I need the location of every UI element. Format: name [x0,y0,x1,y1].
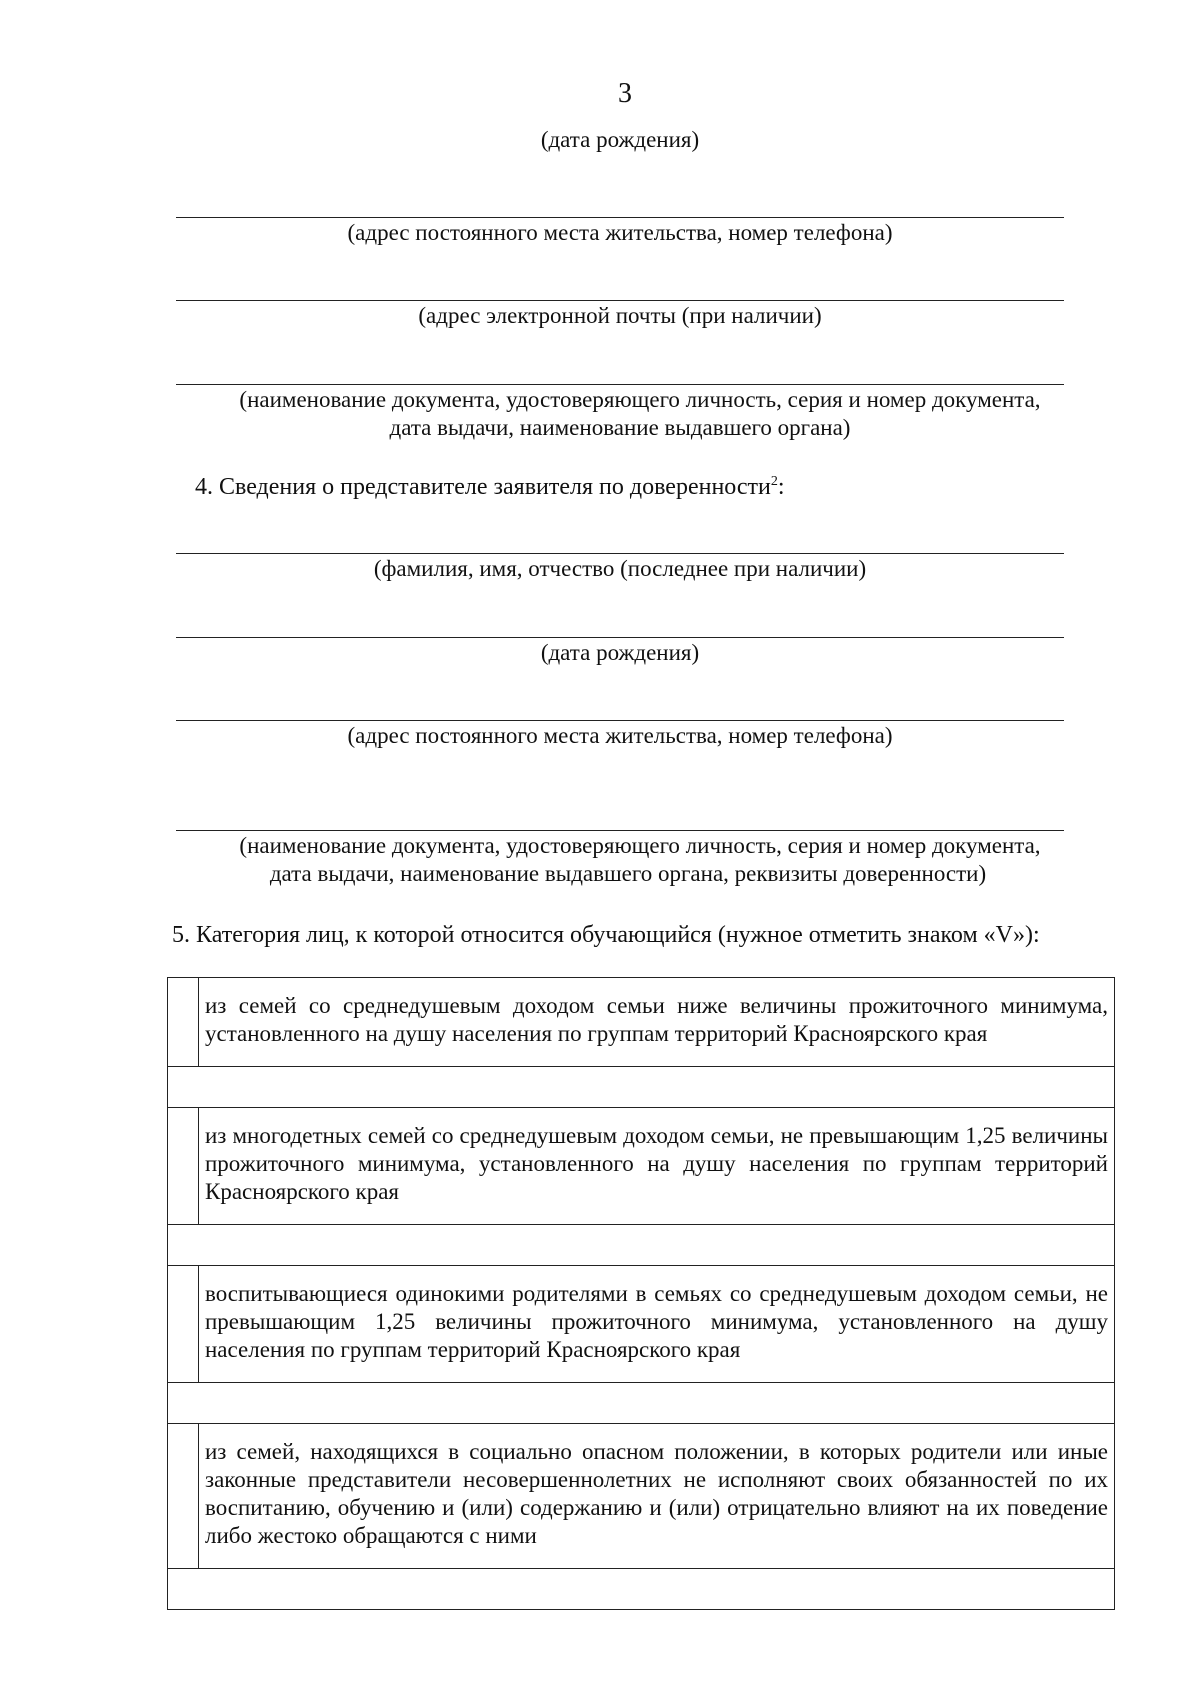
section-5-heading: 5. Категория лиц, к которой относится обучающийся (нужное отметить знаком «V»): [172,922,1040,948]
blank-cell [168,1225,1115,1266]
category-checkbox-4[interactable] [168,1424,199,1569]
category-row [168,978,1115,1067]
category-text-1: из семей со среднедушевым доходом семьи ниже величины прожиточного минимума, установленного на душу населения по группам территорий Красноярского края [199,978,1115,1067]
category-row [168,1424,1115,1569]
input-line[interactable] [176,830,1064,831]
blank-row [168,1067,1115,1108]
input-line[interactable] [176,553,1064,554]
applicant-email-field[interactable] [176,300,1064,330]
category-text-4: из семей, находящихся в социально опасном положении, в которых родители или иные законные представители несовершеннолетних не исполняют своих обязанностей по их воспитанию, обучению и (или) содержанию и (или) отрицательно влияют на их поведение либо жестоко обращаются с ними [199,1424,1115,1569]
category-row [168,1108,1115,1225]
applicant-document-field[interactable] [176,384,1064,442]
input-line[interactable] [176,384,1064,385]
blank-row [168,1225,1115,1266]
category-checkbox-1[interactable] [168,978,199,1067]
representative-document-field[interactable] [176,830,1064,888]
input-line[interactable] [176,217,1064,218]
footnote-mark: 2 [770,474,778,489]
category-text-3: воспитывающиеся одинокими родителями в семьях со среднедушевым доходом семьи, не превышающим 1,25 величины прожиточного минимума, установленного на душу населения по группам территорий Красноярского края [199,1266,1115,1383]
representative-name-field[interactable] [176,553,1064,583]
category-table [167,977,1115,1610]
applicant-address-field[interactable] [176,217,1064,247]
category-row [168,1266,1115,1383]
representative-birth-date-field[interactable] [176,637,1064,667]
blank-cell [168,1383,1115,1424]
input-line[interactable] [176,300,1064,301]
page-number: 3 [618,78,632,109]
representative-name-caption: (фамилия, имя, отчество (последнее при наличии) [373,556,867,581]
blank-row [168,1383,1115,1424]
input-line[interactable] [176,637,1064,638]
category-checkbox-2[interactable] [168,1108,199,1225]
representative-address-field[interactable] [176,720,1064,750]
section-4-heading: 4. Сведения о представителе заявителя по доверенности$^2$: [195,474,785,500]
representative-birth-date-caption: (дата рождения) [540,640,700,665]
representative-document-caption-line2: дата выдачи, наименование выдавшего органа, реквизиты доверенности) [269,861,987,886]
blank-row [168,1569,1115,1610]
applicant-email-caption: (адрес электронной почты (при наличии) [418,303,822,328]
applicant-birth-date-caption: (дата рождения) [540,127,700,152]
category-text-2: из многодетных семей со среднедушевым доходом семьи, не превышающим 1,25 величины прожиточного минимума, установленного на душу населения по группам территорий Красноярского края [199,1108,1115,1225]
representative-address-caption: (адрес постоянного места жительства, номер телефона) [347,723,893,748]
representative-document-caption-line1: (наименование документа, удостоверяющего личность, серия и номер документа, [239,833,1041,858]
applicant-document-caption-line1: (наименование документа, удостоверяющего личность, серия и номер документа, [239,387,1041,412]
category-checkbox-3[interactable] [168,1266,199,1383]
input-line[interactable] [176,720,1064,721]
applicant-document-caption-line2: дата выдачи, наименование выдавшего органа) [389,415,851,440]
blank-cell [168,1067,1115,1108]
blank-cell [168,1569,1115,1610]
applicant-address-caption: (адрес постоянного места жительства, номер телефона) [347,220,893,245]
